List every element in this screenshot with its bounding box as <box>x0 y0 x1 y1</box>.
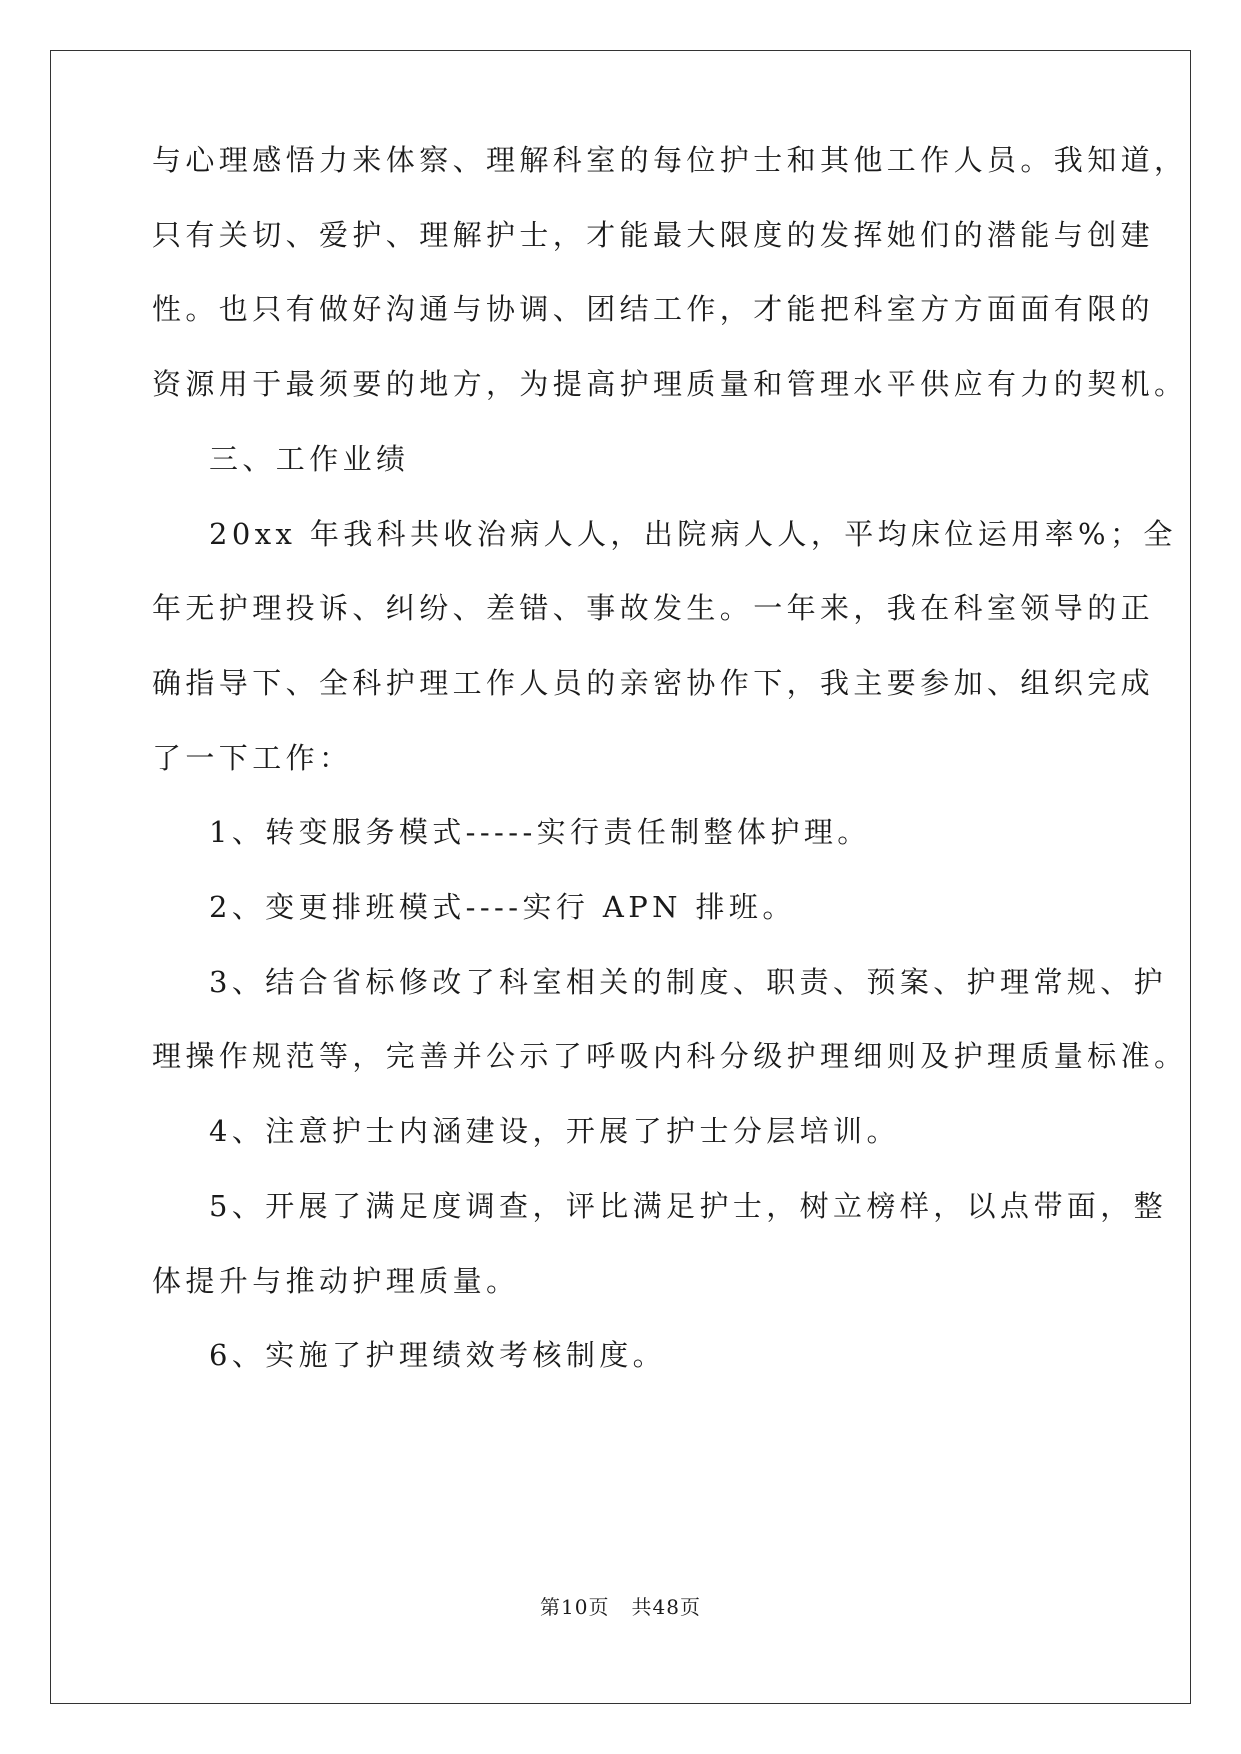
text-line: 20xx 年我科共收治病人人，出院病人人，平均床位运用率%；全 <box>209 516 1177 551</box>
list-item: 4、注意护士内涵建设，开展了护士分层培训。 <box>209 1114 900 1149</box>
text-line: 性。也只有做好沟通与协调、团结工作，才能把科室方方面面有限的 <box>152 292 1155 327</box>
text-line: 确指导下、全科护理工作人员的亲密协作下，我主要参加、组织完成 <box>152 665 1155 700</box>
page-number: 第10页 共48页 <box>540 1595 701 1619</box>
text-line: 了一下工作： <box>152 740 353 775</box>
text-line: 理操作规范等，完善并公示了呼吸内科分级护理细则及护理质量标准。 <box>152 1039 1188 1074</box>
text-line: 体提升与推动护理质量。 <box>152 1263 520 1298</box>
text-line: 资源用于最须要的地方，为提高护理质量和管理水平供应有力的契机。 <box>152 367 1188 402</box>
section-heading: 三、工作业绩 <box>209 441 410 476</box>
list-item: 2、变更排班模式----实行 APN 排班。 <box>209 890 796 924</box>
page-footer <box>0 1594 1241 1620</box>
list-item: 6、实施了护理绩效考核制度。 <box>209 1338 667 1373</box>
text-line: 年无护理投诉、纠纷、差错、事故发生。一年来，我在科室领导的正 <box>152 591 1155 626</box>
text-line: 只有关切、爱护、理解护士，才能最大限度的发挥她们的潜能与创建 <box>152 217 1155 252</box>
list-item: 3、结合省标修改了科室相关的制度、职责、预案、护理常规、护 <box>209 964 1168 999</box>
list-item: 5、开展了满足度调查，评比满足护士，树立榜样，以点带面，整 <box>209 1188 1168 1223</box>
text-line: 与心理感悟力来体察、理解科室的每位护士和其他工作人员。我知道， <box>152 143 1188 177</box>
list-item: 1、转变服务模式-----实行责任制整体护理。 <box>209 815 871 850</box>
